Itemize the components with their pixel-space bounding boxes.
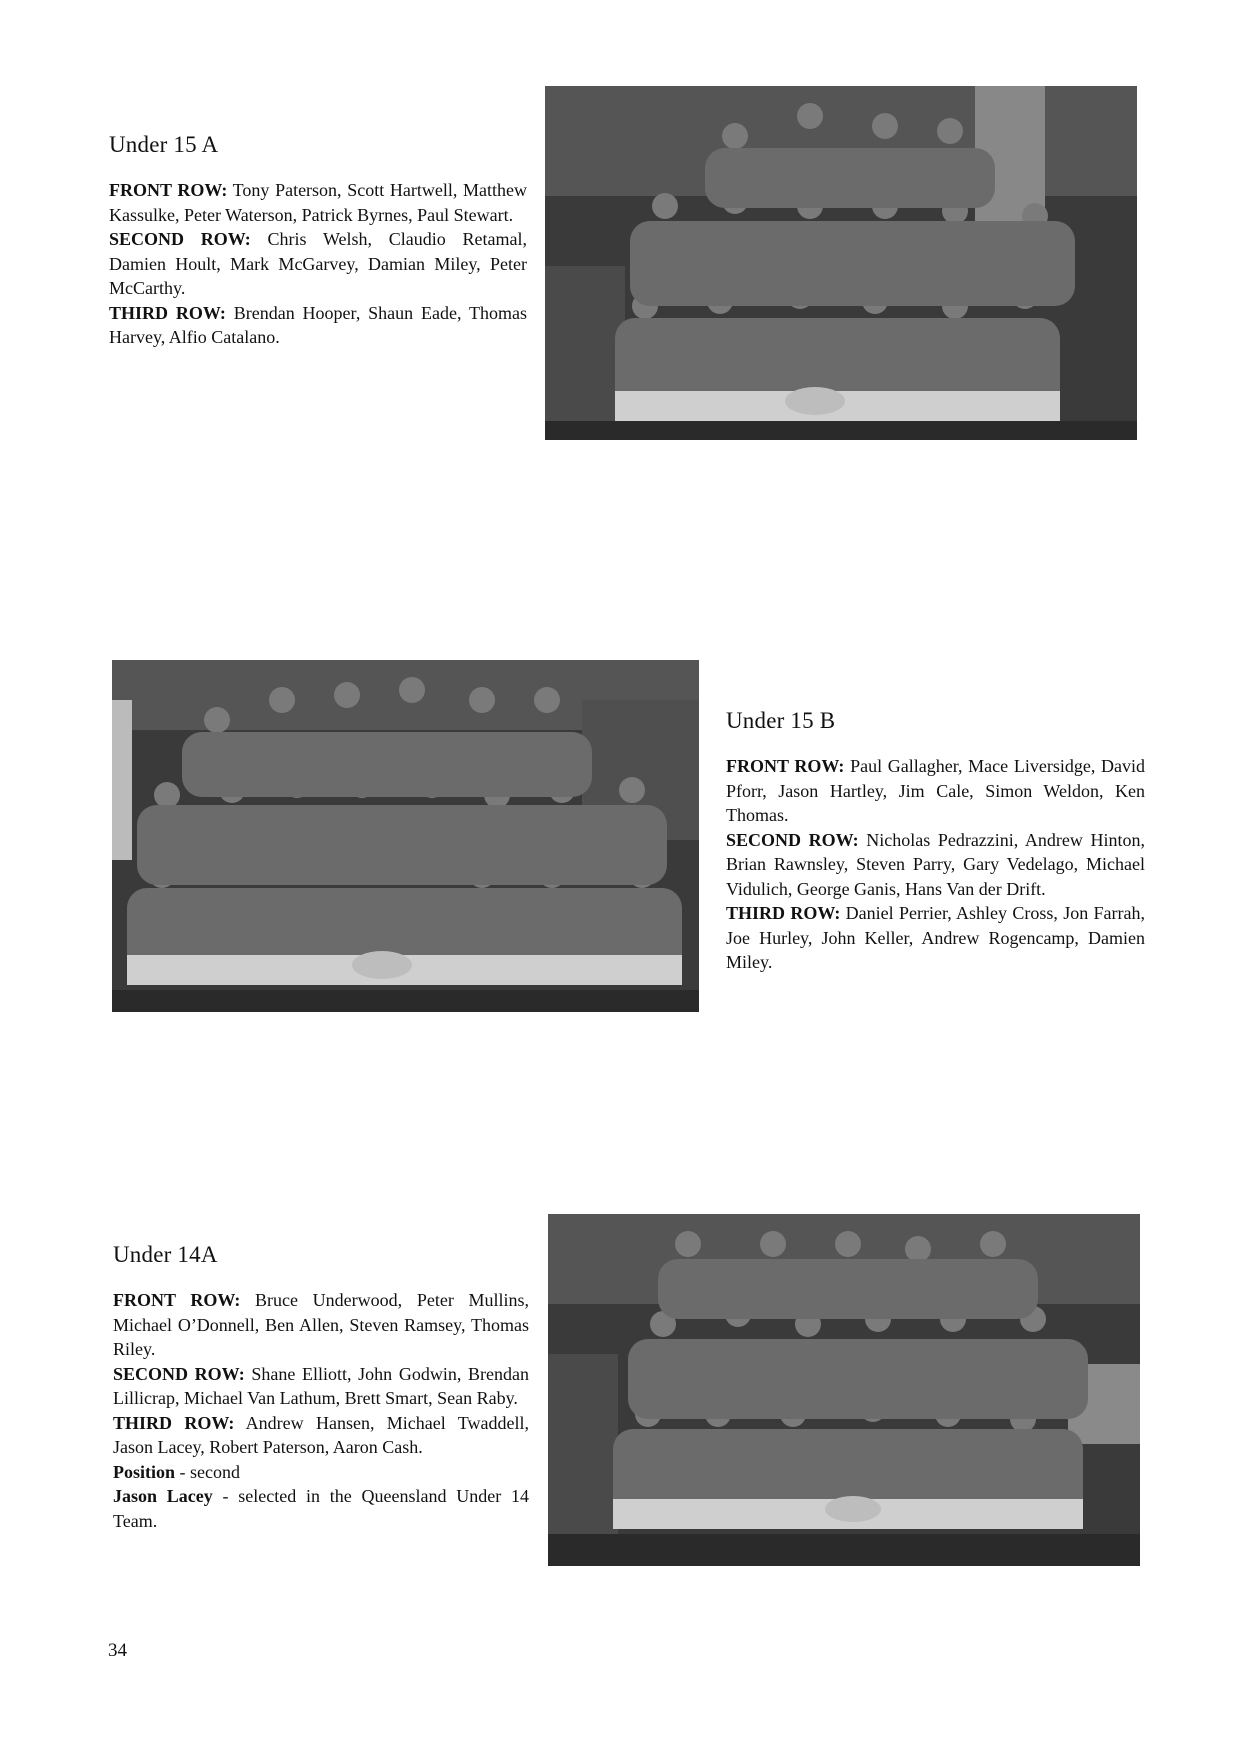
team-title: Under 14A: [113, 1242, 218, 1267]
team-photo-image: [548, 1214, 1140, 1566]
row-names: - selected in the Queensland Under 14 Team.: [113, 1486, 530, 1531]
row-label: SECOND ROW:: [109, 229, 251, 249]
page-number: 34: [108, 1640, 127, 1661]
team-under15b: [726, 708, 1145, 975]
row-names: Andrew Hansen, Michael Twaddell, Jason Lacey, Robert Paterson, Aaron Cash.: [113, 1412, 529, 1457]
row-names: Paul Gallagher, Mace Liversidge, David Pforr, Jason Hartley, Jim Cale, Simon Weldon, Ken Thomas.: [726, 756, 1145, 825]
row-names: Shane Elliott, John Godwin, Brendan Lillicrap, Michael Van Lathum, Brett Smart, Sean Raby.: [113, 1363, 529, 1408]
row-label: Jason Lacey: [113, 1486, 213, 1506]
team-roster: [109, 178, 527, 350]
row-label: FRONT ROW:: [726, 756, 845, 776]
row-names: Nicholas Pedrazzini, Andrew Hinton, Brian Rawnsley, Steven Parry, Gary Vedelago, Michael Vidulich, George Ganis, Hans Van der Drift.: [726, 829, 1145, 899]
row-names: Chris Welsh, Claudio Retamal, Damien Hoult, Mark McGarvey, Damian Miley, Peter McCarthy.: [109, 229, 528, 298]
row-label: Position: [113, 1461, 176, 1482]
row-label: SECOND ROW:: [113, 1363, 245, 1384]
team-title: Under 15 A: [109, 132, 219, 157]
team-under14a: [113, 1242, 529, 1533]
row-label: THIRD ROW:: [113, 1412, 235, 1433]
team-under15a: [109, 132, 527, 350]
team-roster: [113, 1288, 529, 1533]
row-names: Brendan Hooper, Shaun Eade, Thomas Harvey, Alfio Catalano.: [109, 302, 527, 347]
team-photo-image: [545, 86, 1137, 440]
row-label: SECOND ROW:: [726, 829, 859, 850]
team-photo-image: [112, 660, 699, 1012]
team-roster: [726, 754, 1145, 975]
row-names: - second: [175, 1461, 240, 1482]
row-label: THIRD ROW:: [109, 302, 226, 323]
row-label: FRONT ROW:: [109, 180, 228, 200]
team-photo-under15a: [545, 86, 1137, 440]
row-names: Daniel Perrier, Ashley Cross, Jon Farrah, Joe Hurley, John Keller, Andrew Rogencamp, Damien Miley.: [726, 903, 1145, 972]
row-names: Bruce Underwood, Peter Mullins, Michael O’Donnell, Ben Allen, Steven Ramsey, Thomas Riley.: [113, 1290, 529, 1359]
team-photo-under15b: [112, 660, 699, 1012]
row-label: THIRD ROW:: [726, 903, 841, 923]
team-photo-under14a: [548, 1214, 1140, 1566]
row-names: Tony Paterson, Scott Hartwell, Matthew Kassulke, Peter Waterson, Patrick Byrnes, Paul Stewart.: [109, 180, 527, 225]
team-title: Under 15 B: [726, 708, 836, 733]
row-label: FRONT ROW:: [113, 1290, 241, 1310]
